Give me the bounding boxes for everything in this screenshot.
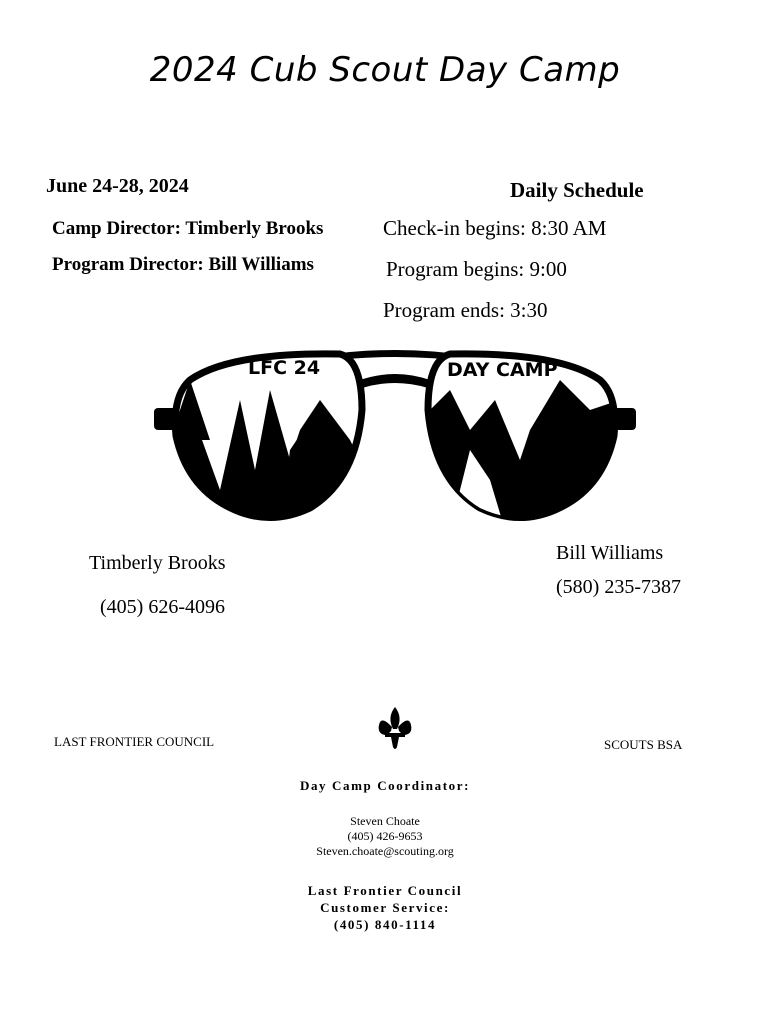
schedule-checkin: Check-in begins: 8:30 AM: [383, 216, 607, 240]
scouts-bsa: SCOUTS BSA: [604, 737, 683, 752]
coordinator-heading: Day Camp Coordinator:: [299, 778, 471, 793]
left-lens-text: LFC 24: [248, 357, 321, 379]
service-line-2: Customer Service:: [320, 900, 450, 915]
schedule-program-begins: Program begins: 9:00: [386, 257, 567, 281]
service-line-1: Last Frontier Council: [307, 883, 463, 898]
fleur-de-lis-icon: [377, 705, 413, 751]
camp-director: Camp Director: Timberly Brooks: [52, 218, 324, 239]
coordinator-phone: (405) 426-9653: [347, 829, 423, 843]
council-name: LAST FRONTIER COUNCIL: [54, 734, 215, 749]
schedule-program-ends: Program ends: 3:30: [383, 298, 548, 322]
sunglasses-icon: [150, 340, 640, 530]
contact-right-phone: (580) 235-7387: [556, 576, 681, 598]
contact-left-phone: (405) 626-4096: [100, 596, 225, 618]
right-lens-text: DAY CAMP: [447, 359, 558, 381]
coordinator-name: Steven Choate: [350, 814, 420, 828]
program-director: Program Director: Bill Williams: [52, 254, 314, 275]
camp-dates: June 24-28, 2024: [46, 175, 189, 197]
coordinator-email: Steven.choate@scouting.org: [316, 844, 454, 858]
contact-right-name: Bill Williams: [556, 542, 664, 564]
schedule-heading: Daily Schedule: [510, 178, 644, 202]
page-title: 2024 Cub Scout Day Camp: [149, 50, 621, 90]
service-phone: (405) 840-1114: [333, 917, 437, 932]
contact-left-name: Timberly Brooks: [89, 552, 226, 574]
